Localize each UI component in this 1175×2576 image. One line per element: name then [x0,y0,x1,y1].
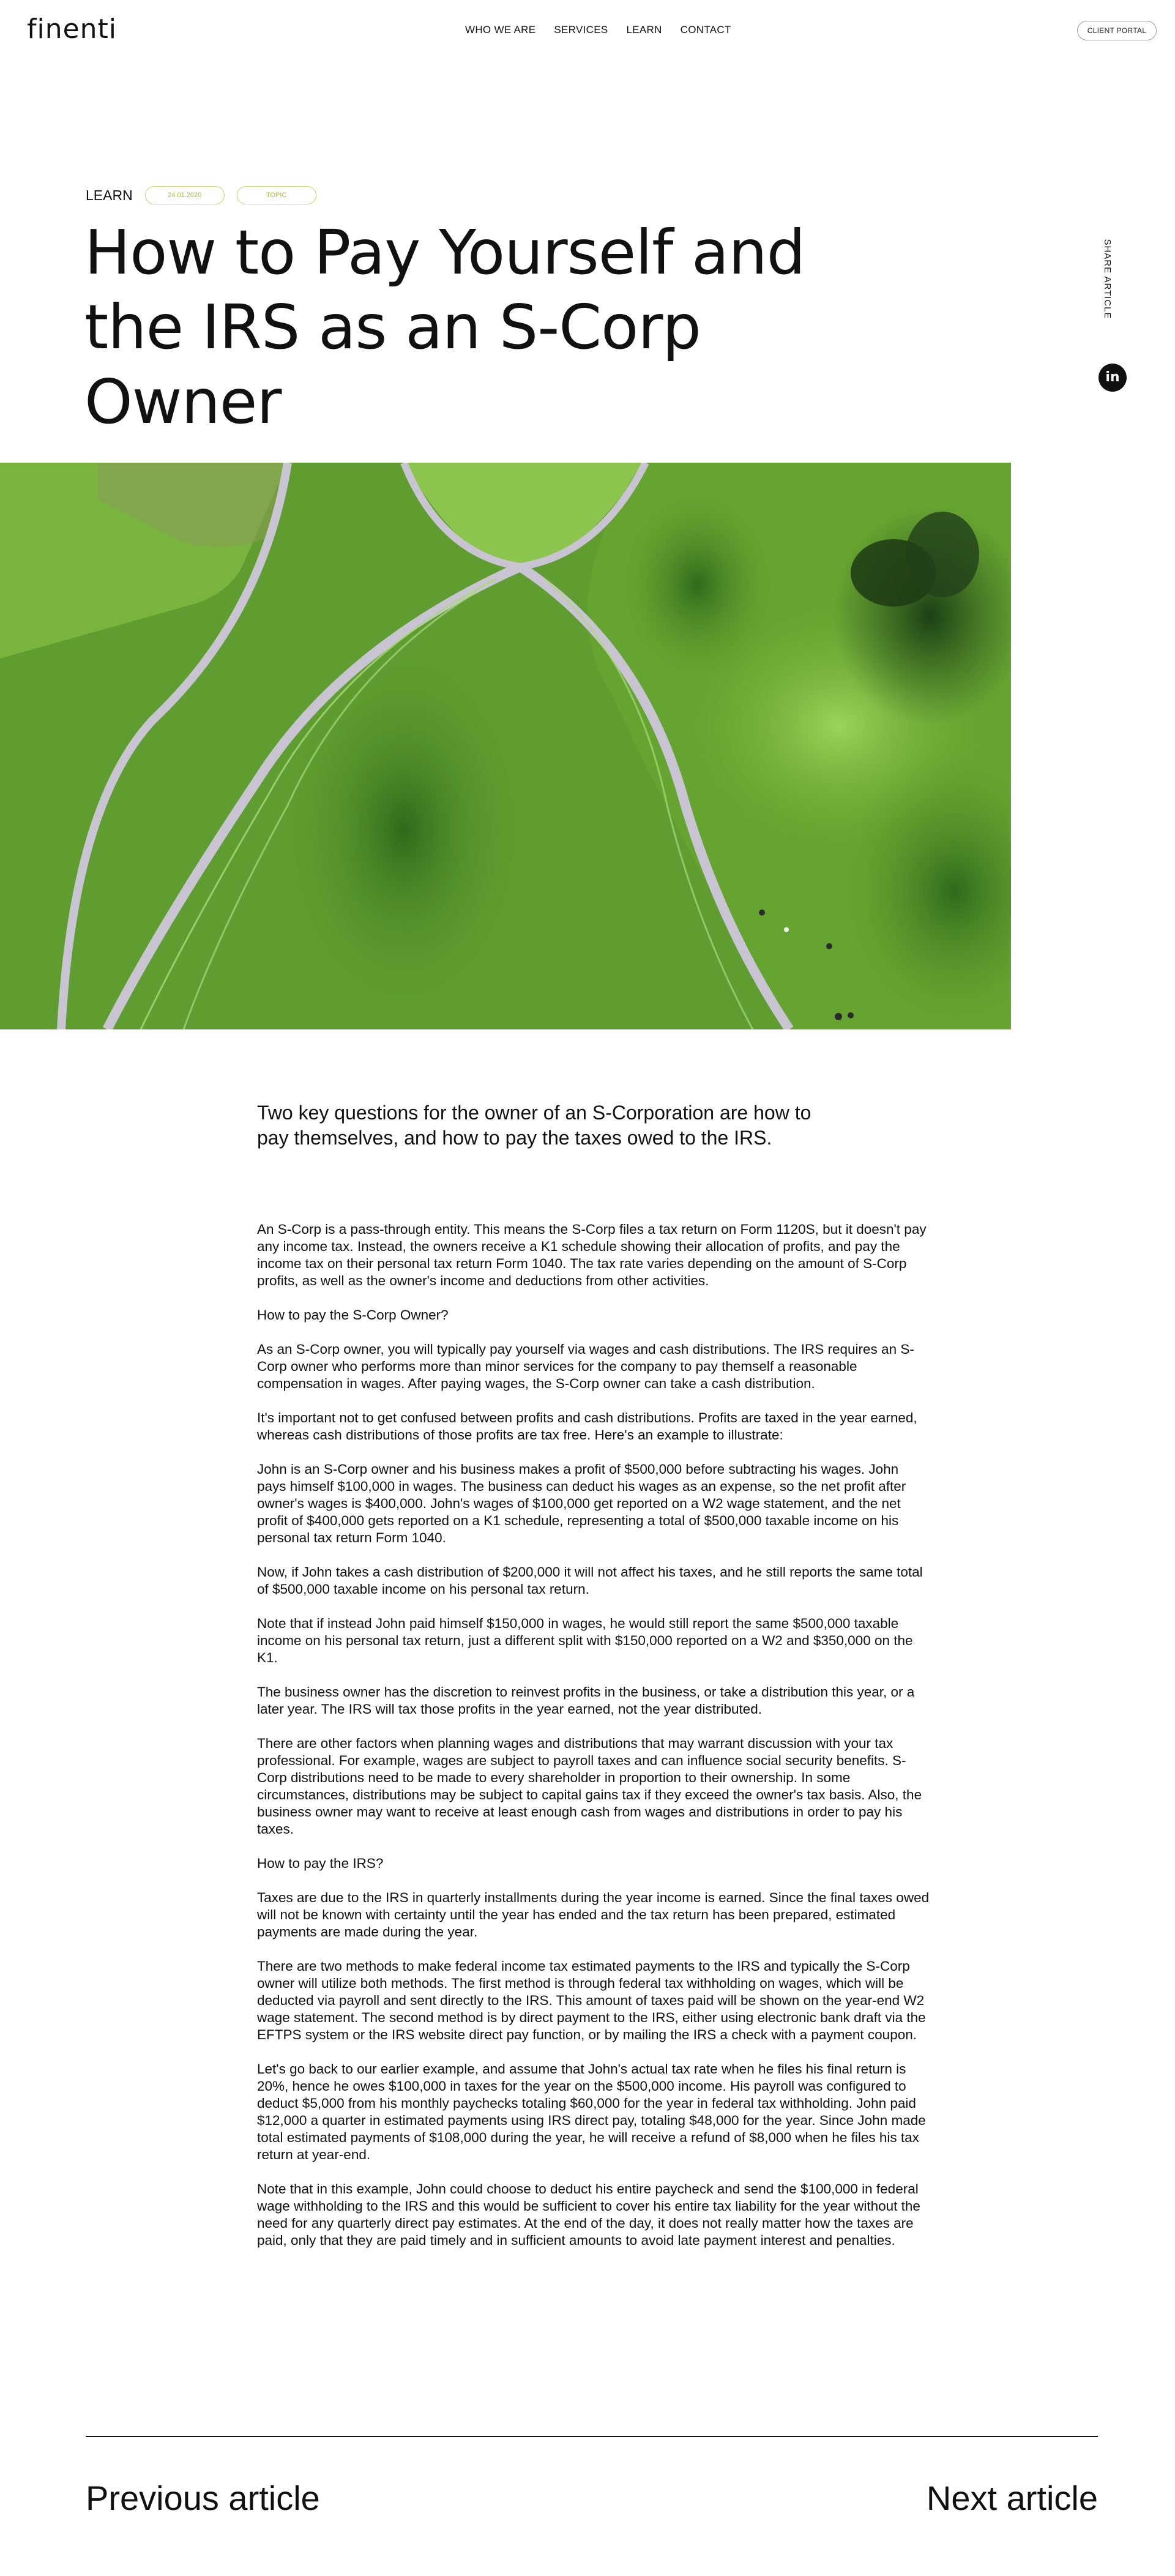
share-article-label: SHARE ARTICLE [1102,239,1113,319]
article-paragraph: An S-Corp is a pass-through entity. This means the S-Corp files a tax return on Form 1120S, but it doesn't pay any income tax. Instead, the owners receive a K1 schedule showing their allocation of profits, and pay the income tax on their personal tax return Form 1040. The tax rate varies depending on the amount of S-Corp profits, as well as the owner's income and deductions from other activities. [257,1222,927,1288]
client-portal-button[interactable]: CLIENT PORTAL [1077,21,1157,40]
article-body [257,1221,930,2266]
previous-article-link[interactable]: Previous article [86,2479,320,2517]
nav-link-contact[interactable]: CONTACT [680,24,731,35]
site-logo[interactable]: finenti [27,13,118,45]
article-paragraph: John is an S-Corp owner and his business makes a profit of $500,000 before subtracting his wages. John pays himself $100,000 in wages. The business can deduct his wages as an expense, so the net profit after owner's wages is $400,000. John's wages of $100,000 get reported on a W2 wage statement, and the net profit of $400,000 gets reported on a K1 schedule, representing a total of $500,000 taxable income on his personal tax return Form 1040. [257,1462,906,1545]
linkedin-icon[interactable]: in [1099,364,1127,392]
article-paragraph: The business owner has the discretion to reinvest profits in the business, or take a distribution this year, or a later year. The IRS will tax those profits in the year earned, not the year distributed. [257,1684,915,1717]
article-intro: Two key questions for the owner of an S-Corporation are how to pay themselves, and how to pay the taxes owed to the IRS. [257,1102,811,1149]
article-paragraph: There are two methods to make federal income tax estimated payments to the IRS and typically the S-Corp owner will utilize both methods. The first method is through federal tax withholding on wages, which will be deducted via payroll and sent directly to the IRS. This amount of taxes paid will be shown on the year-end W2 wage statement. The second method is by direct payment to the IRS, either using electronic bank draft via the EFTPS system or the IRS website direct pay function, or by mailing the IRS a check with a payment coupon. [257,1958,926,2042]
nav-link-learn[interactable]: LEARN [626,24,662,35]
main-menu [465,24,731,36]
footer-divider [86,2436,1098,2437]
article-paragraph: It's important not to get confused between profits and cash distributions. Profits are taxed in the year earned, whereas cash distributions of those profits are tax free. Here's an example to illustrate: [257,1410,917,1443]
top-navigation [0,0,1175,61]
article-topic-badge[interactable]: TOPIC [237,186,316,204]
article-category: LEARN [86,187,133,203]
next-article-link[interactable]: Next article [926,2479,1098,2517]
hero-image [0,463,1011,1029]
nav-link-who-we-are[interactable]: WHO WE ARE [465,24,536,35]
nav-link-services[interactable]: SERVICES [554,24,608,35]
article-paragraph: As an S-Corp owner, you will typically pay yourself via wages and cash distributions. The IRS requires an S-Corp owner who performs more than minor services for the company to pay themself a reasonable compensation in wages. After paying wages, the S-Corp owner can take a cash distribution. [257,1342,914,1391]
article-paragraph: Note that in this example, John could choose to deduct his entire paycheck and send the $100,000 in federal wage withholding to the IRS and this would be sufficient to cover his entire tax liability for the year without the need for any quarterly direct pay estimates. At the end of the day, it does not really matter how the taxes are paid, only that they are paid timely and in sufficient amounts to avoid late payment interest and penalties. [257,2181,920,2248]
article-subheading: How to pay the IRS? [257,1856,384,1871]
article-date-badge: 24.01.2020 [145,186,225,204]
article-paragraph: Now, if John takes a cash distribution of $200,000 it will not affect his taxes, and he still reports the same total of $500,000 taxable income on his personal tax return. [257,1564,923,1597]
article-paragraph: There are other factors when planning wages and distributions that may warrant discussion with your tax professional. For example, wages are subject to payroll taxes and can influence social security benefits. S-Corp distributions need to be made to every shareholder in proportion to their ownership. In some circumstances, distributions may be subject to capital gains tax if they exceed the owner's tax basis. Also, the business owner may want to receive at least enough cash from wages and distributions in order to pay his taxes. [257,1736,922,1837]
article-paragraph: Taxes are due to the IRS in quarterly installments during the year income is earned. Since the final taxes owed will not be known with certainty until the year has ended and the tax return has been prepared, estimated payments are made during the year. [257,1890,930,1939]
article-title: How to Pay Yourself and the IRS as an S-Corp Owner [84,217,805,438]
article-paragraph: Note that if instead John paid himself $150,000 in wages, he would still report the same $500,000 taxable income on his personal tax return, just a different split with $150,000 reported on a W2 and $350,000 on the K1. [257,1616,913,1665]
article-subheading: How to pay the S-Corp Owner? [257,1307,449,1323]
article-meta [86,186,316,204]
article-paragraph: Let's go back to our earlier example, and assume that John's actual tax rate when he files his final return is 20%, hence he owes $100,000 in taxes for the year on the $500,000 income. His payroll was configured to deduct $5,000 from his monthly paychecks totaling $60,000 for the year in federal tax withholding. John paid $12,000 a quarter in estimated payments using IRS direct pay, totaling $48,000 for the year. Since John made total estimated payments of $108,000 during the year, he will receive a refund of $8,000 when he files his tax return at year-end. [257,2061,926,2162]
